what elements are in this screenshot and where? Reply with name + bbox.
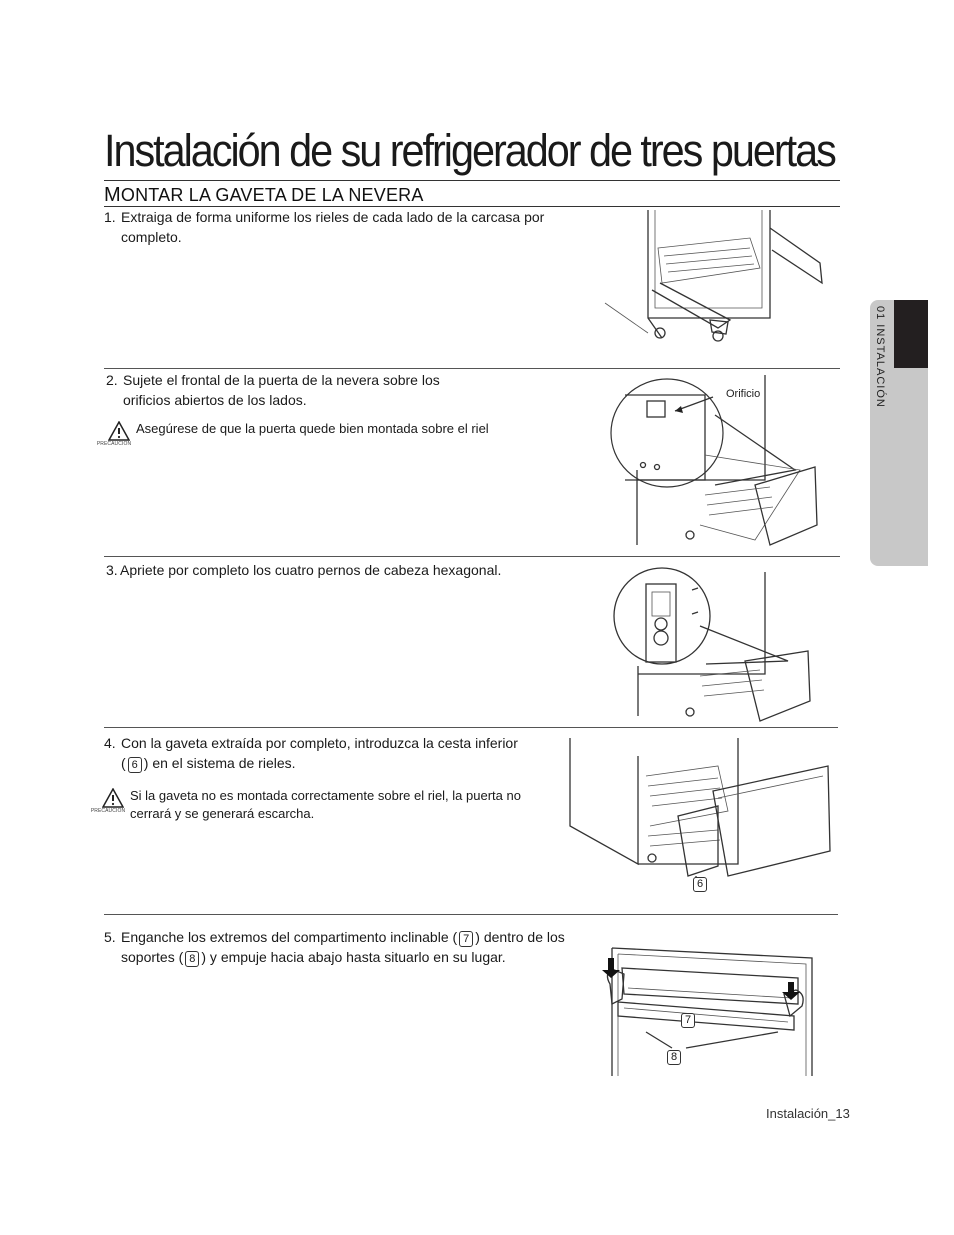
step-2-callout: Orificio xyxy=(726,388,761,400)
step-2-caution: Asegúrese de que la puerta quede bien montada sobre el riel xyxy=(136,421,489,436)
caution-icon-2 xyxy=(102,788,124,808)
title-divider xyxy=(104,180,840,181)
step-5-text-b: ) dentro de los soportes ( xyxy=(121,929,565,965)
side-tab-label-wrap xyxy=(874,306,894,426)
step-divider-1 xyxy=(104,368,840,369)
step-4-text-a: Con la gaveta extraída por completo, introduzca la cesta inferior xyxy=(121,735,518,751)
page-title: Instalación de su refrigerador de tres puertas xyxy=(104,125,835,176)
caution-label-2: PRECAUCIÓN xyxy=(90,808,126,814)
step-2-illustration xyxy=(605,375,830,550)
step-5-text-c: ) y empuje hacia abajo hasta situarlo en su lugar. xyxy=(201,949,506,965)
step-divider-2 xyxy=(104,556,840,557)
side-tab-marker xyxy=(894,300,928,368)
step-3-illustration xyxy=(610,566,830,724)
step-3-text: Apriete por completo los cuatro pernos de cabeza hexagonal. xyxy=(120,562,502,578)
step-1-text: Extraiga de forma uniforme los rieles de cada lado de la carcasa por completo. xyxy=(121,209,545,245)
caution-icon xyxy=(108,421,130,441)
step-5-number: 5. xyxy=(104,929,116,945)
step-2-text: Sujete el frontal de la puerta de la nevera sobre los orificios abiertos de los lados. xyxy=(123,372,440,408)
step-divider-4 xyxy=(104,914,838,915)
step-4-callout: 6 xyxy=(693,877,707,892)
section-heading-rest: ONTAR LA GAVETA DE LA NEVERA xyxy=(120,185,424,205)
step-4-caution: Si la gaveta no es montada correctamente sobre el riel, la puerta no cerrará y se generará escarcha. xyxy=(130,788,521,821)
step-5-callout-a: 7 xyxy=(681,1013,695,1028)
step-1-illustration xyxy=(600,208,830,343)
step-3-number: 3. xyxy=(106,562,118,578)
step-4-number: 4. xyxy=(104,735,116,751)
side-tab-label: 01 INSTALACIÓN xyxy=(874,306,886,408)
step-5-text-a: Enganche los extremos del compartimento inclinable ( xyxy=(121,929,458,945)
step-4-text-b: ( xyxy=(121,755,126,771)
step-1-number: 1. xyxy=(104,209,116,225)
step-4-ref-box: 6 xyxy=(128,757,142,773)
step-4-text-c: ) en el sistema de rieles. xyxy=(143,755,296,771)
step-5-illustration xyxy=(598,944,820,1079)
step-5-text xyxy=(121,927,566,967)
section-heading-initial: M xyxy=(104,184,121,206)
caution-label: PRECAUCIÓN xyxy=(96,441,132,447)
step-5-ref-b: 8 xyxy=(185,951,199,967)
step-divider-3 xyxy=(104,727,838,728)
page-footer: Instalación_13 xyxy=(766,1106,850,1121)
section-heading xyxy=(104,184,424,207)
step-5-callout-b: 8 xyxy=(667,1050,681,1065)
step-5-ref-a: 7 xyxy=(459,931,473,947)
step-2-number: 2. xyxy=(106,372,118,388)
step-4-text-line2 xyxy=(121,753,296,773)
